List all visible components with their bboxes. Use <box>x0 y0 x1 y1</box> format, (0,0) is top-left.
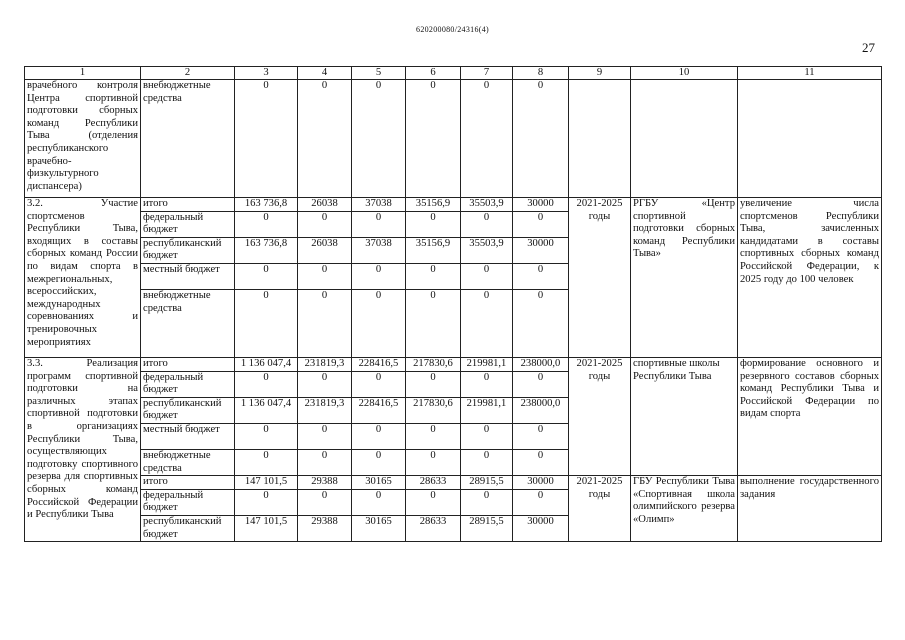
value-cell: 0 <box>406 449 461 475</box>
header-cell: 7 <box>461 67 513 80</box>
value-cell: 0 <box>235 449 298 475</box>
value-cell: 35156,9 <box>406 198 461 212</box>
table-row <box>25 198 882 212</box>
value-cell: 28633 <box>406 476 461 490</box>
page-number: 27 <box>862 40 875 55</box>
value-cell: 35156,9 <box>406 237 461 263</box>
value-cell: 26038 <box>298 237 352 263</box>
executor-cell: РГБУ «Центр спортивной подготовки сборных команд Республики Тыва» <box>631 198 738 358</box>
value-cell: 1 136 047,4 <box>235 357 298 371</box>
value-cell: 0 <box>352 423 406 449</box>
value-cell: 231819,3 <box>298 357 352 371</box>
value-cell: 0 <box>513 211 569 237</box>
value-cell: 0 <box>406 423 461 449</box>
value-cell: 1 136 047,4 <box>235 397 298 423</box>
executor-cell: ГБУ Республики Тыва «Спортивная школа олимпийского резерва «Олимп» <box>631 476 738 542</box>
funding-source: итого <box>141 357 235 371</box>
funding-source: внебюджетные средства <box>141 80 235 198</box>
value-cell: 0 <box>352 371 406 397</box>
value-cell: 0 <box>406 80 461 198</box>
value-cell: 0 <box>352 489 406 515</box>
value-cell: 30000 <box>513 476 569 490</box>
value-cell: 30165 <box>352 476 406 490</box>
value-cell: 0 <box>513 489 569 515</box>
value-cell: 163 736,8 <box>235 237 298 263</box>
funding-source: внебюджетные средства <box>141 289 235 357</box>
value-cell: 0 <box>298 423 352 449</box>
value-cell: 0 <box>513 423 569 449</box>
value-cell: 0 <box>235 211 298 237</box>
value-cell: 0 <box>406 371 461 397</box>
value-cell: 0 <box>406 263 461 289</box>
header-cell: 9 <box>569 67 631 80</box>
funding-source: республиканский бюджет <box>141 397 235 423</box>
value-cell: 30000 <box>513 237 569 263</box>
funding-source: федеральный бюджет <box>141 211 235 237</box>
header-cell: 8 <box>513 67 569 80</box>
value-cell: 0 <box>298 449 352 475</box>
funding-source: итого <box>141 476 235 490</box>
value-cell: 0 <box>298 263 352 289</box>
value-cell: 0 <box>298 289 352 357</box>
value-cell: 30165 <box>352 515 406 541</box>
header-cell: 4 <box>298 67 352 80</box>
program-table <box>24 66 882 542</box>
measure-cell: врачебного контроля Центра спортивной подготовки сборных команд Республики Тыва (отделения республиканского врачебно-физкультурного диспансера) <box>25 80 141 198</box>
value-cell: 0 <box>513 449 569 475</box>
value-cell: 0 <box>352 289 406 357</box>
header-cell: 10 <box>631 67 738 80</box>
measure-cell: 3.3. Реализация программ спортивной подготовки на различных этапах спортивной подготовки в организациях Республики Тыва, осуществляющих подготовку спортивного резерва для спортивных сборных команд Российской Федерации и Республики Тыва <box>25 357 141 541</box>
value-cell: 35503,9 <box>461 198 513 212</box>
value-cell: 0 <box>461 263 513 289</box>
years-cell: 2021-2025 годы <box>569 476 631 542</box>
value-cell: 0 <box>406 211 461 237</box>
value-cell: 0 <box>461 449 513 475</box>
value-cell: 0 <box>235 263 298 289</box>
executor-cell: спортивные школы Республики Тыва <box>631 357 738 475</box>
value-cell: 0 <box>513 289 569 357</box>
value-cell: 0 <box>513 371 569 397</box>
value-cell: 238000,0 <box>513 397 569 423</box>
value-cell: 0 <box>235 371 298 397</box>
value-cell: 0 <box>352 263 406 289</box>
result-cell: увеличение числа спортсменов Республики Тыва, зачисленных кандидатами в составы спортивных сборных команд Российской Федерации, к 2025 году до 100 человек <box>738 198 882 358</box>
value-cell: 30000 <box>513 515 569 541</box>
result-cell: формирование основного и резервного составов сборных команд Республики Тыва и Российской Федерации по видам спорта <box>738 357 882 475</box>
value-cell: 0 <box>513 80 569 198</box>
value-cell: 0 <box>235 289 298 357</box>
value-cell: 147 101,5 <box>235 515 298 541</box>
value-cell: 217830,6 <box>406 397 461 423</box>
header-cell: 1 <box>25 67 141 80</box>
value-cell: 30000 <box>513 198 569 212</box>
funding-source: федеральный бюджет <box>141 371 235 397</box>
value-cell: 0 <box>352 211 406 237</box>
funding-source: федеральный бюджет <box>141 489 235 515</box>
header-row <box>25 67 882 80</box>
value-cell: 228416,5 <box>352 397 406 423</box>
value-cell: 0 <box>298 489 352 515</box>
value-cell: 29388 <box>298 515 352 541</box>
funding-source: местный бюджет <box>141 263 235 289</box>
value-cell: 0 <box>406 289 461 357</box>
value-cell: 0 <box>461 489 513 515</box>
value-cell: 0 <box>235 489 298 515</box>
header-cell: 11 <box>738 67 882 80</box>
value-cell: 0 <box>298 211 352 237</box>
value-cell: 37038 <box>352 237 406 263</box>
header-cell: 2 <box>141 67 235 80</box>
value-cell: 0 <box>352 80 406 198</box>
measure-cell: 3.2. Участие спортсменов Республики Тыва, входящих в составы сборных команд России по видам спорта в межрегиональных, всероссийских, международных соревнованиях и тренировочных мероприятиях <box>25 198 141 358</box>
years-cell: 2021-2025 годы <box>569 198 631 358</box>
value-cell: 0 <box>235 423 298 449</box>
value-cell: 0 <box>461 423 513 449</box>
value-cell: 0 <box>461 211 513 237</box>
value-cell: 147 101,5 <box>235 476 298 490</box>
value-cell: 0 <box>461 80 513 198</box>
value-cell: 35503,9 <box>461 237 513 263</box>
header-cell: 3 <box>235 67 298 80</box>
value-cell: 228416,5 <box>352 357 406 371</box>
table-row <box>25 476 882 490</box>
table-row <box>25 80 882 198</box>
value-cell: 219981,1 <box>461 397 513 423</box>
value-cell: 163 736,8 <box>235 198 298 212</box>
value-cell: 26038 <box>298 198 352 212</box>
value-cell: 0 <box>298 371 352 397</box>
funding-source: местный бюджет <box>141 423 235 449</box>
value-cell: 231819,3 <box>298 397 352 423</box>
value-cell: 0 <box>461 371 513 397</box>
value-cell: 0 <box>406 489 461 515</box>
value-cell: 0 <box>235 80 298 198</box>
table-row <box>25 357 882 371</box>
value-cell: 0 <box>513 263 569 289</box>
years-cell: 2021-2025 годы <box>569 357 631 475</box>
value-cell: 37038 <box>352 198 406 212</box>
value-cell: 29388 <box>298 476 352 490</box>
funding-source: итого <box>141 198 235 212</box>
value-cell: 217830,6 <box>406 357 461 371</box>
value-cell: 28915,5 <box>461 515 513 541</box>
result-cell: выполнение государственного задания <box>738 476 882 542</box>
value-cell: 0 <box>298 80 352 198</box>
funding-source: республиканский бюджет <box>141 515 235 541</box>
value-cell: 238000,0 <box>513 357 569 371</box>
result-cell <box>738 80 882 198</box>
header-cell: 6 <box>406 67 461 80</box>
value-cell: 28633 <box>406 515 461 541</box>
funding-source: республиканский бюджет <box>141 237 235 263</box>
value-cell: 0 <box>352 449 406 475</box>
header-cell: 5 <box>352 67 406 80</box>
funding-source: внебюджетные средства <box>141 449 235 475</box>
value-cell: 0 <box>461 289 513 357</box>
value-cell: 28915,5 <box>461 476 513 490</box>
executor-cell <box>631 80 738 198</box>
years-cell <box>569 80 631 198</box>
document-number: 620200080/24316(4) <box>416 25 489 34</box>
value-cell: 219981,1 <box>461 357 513 371</box>
